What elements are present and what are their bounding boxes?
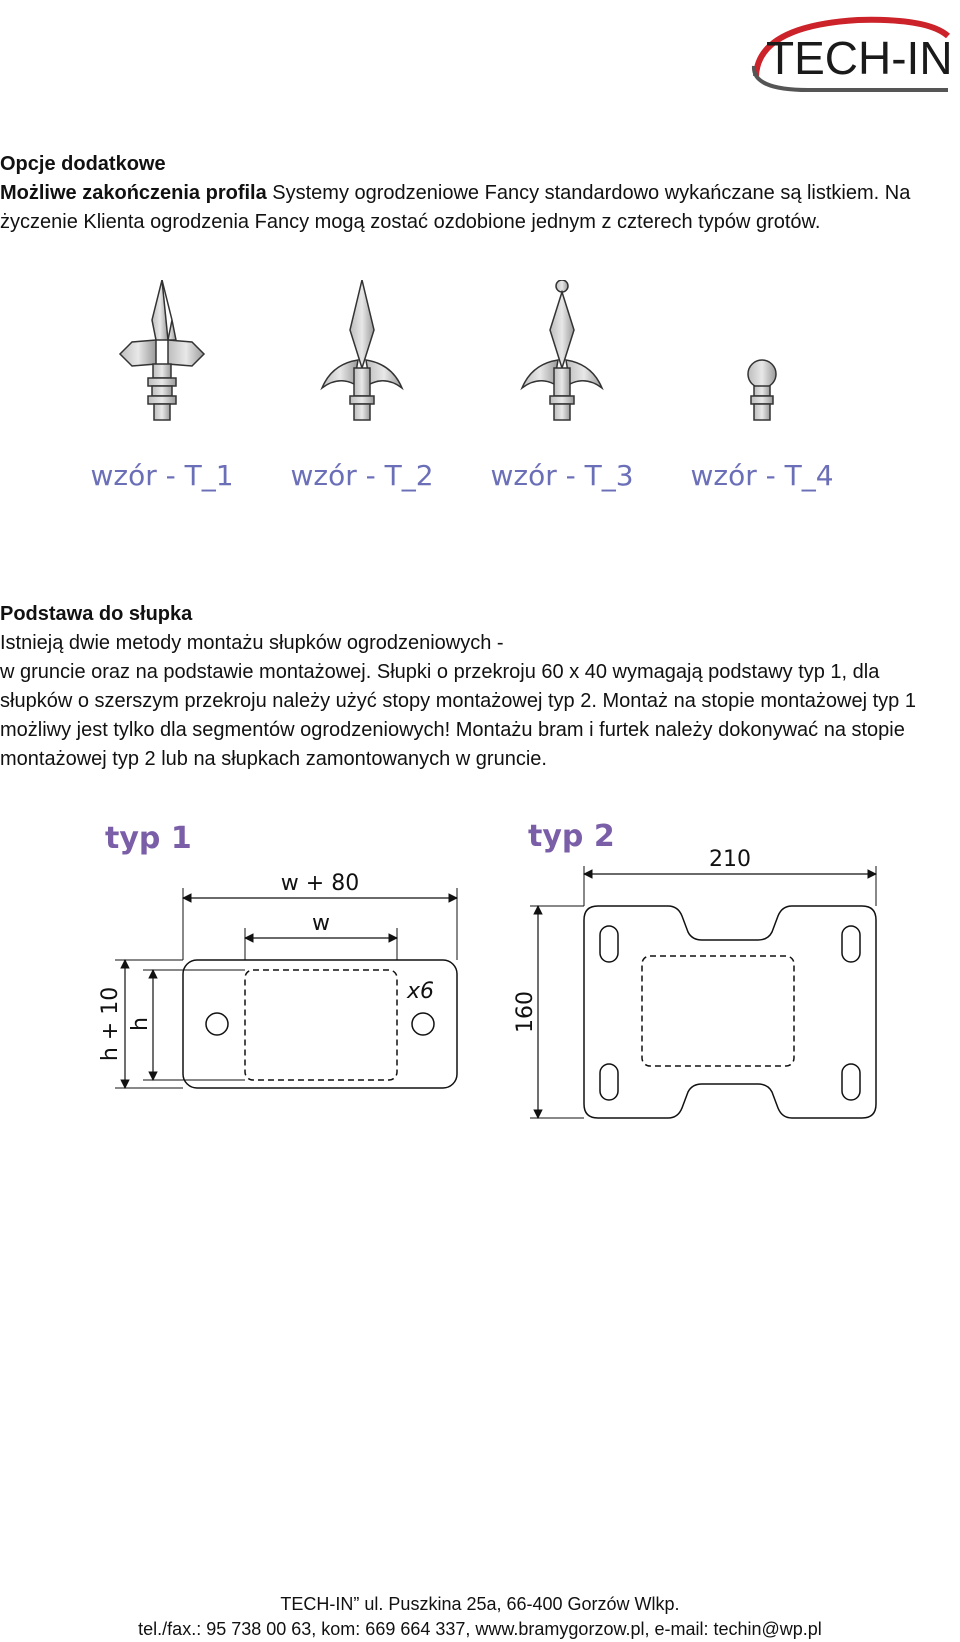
dim-label-inner-width: w	[312, 911, 330, 936]
base-line-5: montażowej typ 2 lub na słupkach zamontowanych w gruncie.	[0, 748, 547, 770]
options-lead-bold: Możliwe zakończenia profila	[0, 182, 267, 204]
dim-label-height: 160	[513, 991, 538, 1033]
footer-contact: tel./fax.: 95 738 00 63, kom: 669 664 337, www.bramygorzow.pl, e-mail: techin@wp.pl	[138, 1619, 822, 1639]
base-type2-diagram	[500, 808, 900, 1128]
options-paragraph	[0, 179, 960, 208]
type2-slot-bl	[600, 1064, 618, 1100]
options-heading: Opcje dodatkowe	[0, 153, 166, 175]
tech-in-logo	[748, 6, 954, 92]
type1-hole-right	[412, 1013, 434, 1035]
finial-label-t3: wzór - T_3	[490, 459, 634, 492]
dim-label-h-outer: h + 10	[98, 986, 123, 1062]
base-line-4: możliwy jest tylko dla segmentów ogrodzeniowych! Montażu bram i furtek należy dokonywać na stopie	[0, 719, 905, 741]
type2-plate	[584, 906, 876, 1118]
finial-label-t2: wzór - T_2	[290, 459, 434, 492]
type1-hole-left	[206, 1013, 228, 1035]
finial-t3-icon	[522, 280, 602, 420]
dim-label-width: 210	[709, 847, 751, 872]
type2-slot-br	[842, 1064, 860, 1100]
footer-address: TECH-IN” ul. Puszkina 25a, 66-400 Gorzów Wlkp.	[280, 1594, 680, 1614]
dim-label-outer-width: w + 80	[280, 871, 360, 896]
options-section	[0, 150, 960, 237]
base-line-1: Istnieją dwie metody montażu słupków ogrodzeniowych -	[0, 632, 504, 654]
type2-slot-tr	[842, 926, 860, 962]
finial-types-illustration	[80, 280, 880, 520]
type1-count: x6	[407, 979, 435, 1004]
finial-t1-icon	[120, 280, 204, 420]
type2-title: typ 2	[528, 819, 615, 854]
base-section	[0, 600, 960, 774]
base-heading: Podstawa do słupka	[0, 603, 193, 625]
finial-label-t4: wzór - T_4	[690, 459, 834, 492]
base-line-3: słupków o szerszym przekroju należy użyć stopy montażowej typ 2. Montaż na stopie montażowej typ 1	[0, 690, 916, 712]
finial-t4-icon	[748, 360, 776, 420]
options-lead-text: Systemy ogrodzeniowe Fancy standardowo wykańczane są listkiem. Na	[266, 182, 911, 204]
base-type1-diagram	[95, 810, 475, 1100]
footer	[0, 1592, 960, 1642]
type1-title: typ 1	[105, 821, 192, 856]
finial-t2-icon	[322, 280, 402, 420]
type2-slot-tl	[600, 926, 618, 962]
finial-label-t1: wzór - T_1	[90, 459, 234, 492]
options-line2: życzenie Klienta ogrodzenia Fancy mogą zostać ozdobione jednym z czterech typów grotów.	[0, 211, 821, 233]
logo-text: TECH-IN	[766, 32, 953, 84]
dim-label-h-inner: h	[128, 1017, 153, 1031]
base-line-2: w gruncie oraz na podstawie montażowej. Słupki o przekroju 60 x 40 wymagają podstawy typ 1, dla	[0, 661, 880, 683]
